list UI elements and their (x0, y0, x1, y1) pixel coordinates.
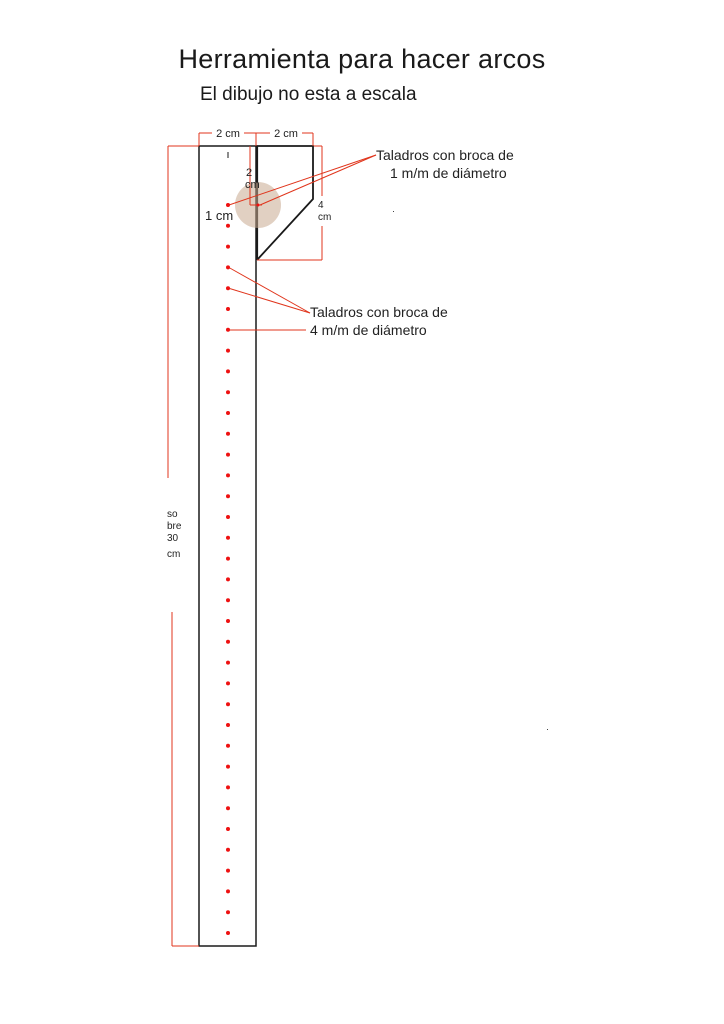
drill-hole (226, 640, 230, 644)
drill-hole (226, 661, 230, 665)
dim-label-length-1: so (167, 509, 178, 520)
drill-hole (226, 577, 230, 581)
drill-hole (226, 369, 230, 373)
dim-label-top-left: 2 cm (216, 128, 240, 140)
diagram-subtitle: El dibujo no esta a escala (200, 84, 417, 105)
drill-hole (226, 265, 230, 269)
drill-hole (226, 349, 230, 353)
stray-dot (393, 211, 394, 212)
pivot-hole (257, 204, 260, 207)
stray-dot (547, 729, 548, 730)
drill-hole (226, 806, 230, 810)
drill-hole (226, 286, 230, 290)
dim-label-hole-side: 1 cm (205, 208, 234, 223)
drill-hole (226, 869, 230, 873)
leader-large-hole-a (228, 267, 310, 313)
leader-small-hole-b (260, 155, 376, 205)
drill-hole (226, 889, 230, 893)
dim-label-notch-1: 4 (318, 200, 324, 211)
drill-hole (226, 390, 230, 394)
drill-hole (226, 536, 230, 540)
drill-hole (226, 432, 230, 436)
drill-hole (226, 245, 230, 249)
callout-large-holes-2: 4 m/m de diámetro (310, 322, 427, 338)
dim-label-hole-offset-1: 2 (246, 167, 253, 179)
drill-hole (226, 557, 230, 561)
drill-hole (226, 224, 230, 228)
callout-small-hole-1: Taladros con broca de (376, 147, 514, 163)
callout-small-hole-2: 1 m/m de diámetro (390, 165, 507, 181)
drill-hole (226, 411, 230, 415)
drill-hole (226, 910, 230, 914)
drill-hole (226, 827, 230, 831)
dim-label-length-4: cm (167, 549, 181, 560)
dim-label-hole-offset-2: cm (245, 179, 260, 191)
drill-hole (226, 328, 230, 332)
drill-hole (226, 515, 230, 519)
drill-hole (226, 598, 230, 602)
drill-hole (226, 848, 230, 852)
dim-label-notch-2: cm (318, 212, 332, 223)
drill-hole (226, 931, 230, 935)
callout-large-holes-1: Taladros con broca de (310, 304, 448, 320)
diagram-title: Herramienta para hacer arcos (178, 44, 546, 74)
leader-large-hole-b (228, 288, 310, 313)
drill-hole (226, 702, 230, 706)
drill-hole (226, 723, 230, 727)
drill-hole (226, 473, 230, 477)
drill-hole (226, 203, 230, 207)
dim-label-length-2: bre (167, 521, 182, 532)
drill-hole (226, 494, 230, 498)
drill-hole (226, 681, 230, 685)
drill-holes-group (226, 203, 260, 935)
dim-label-top-right: 2 cm (274, 128, 298, 140)
drill-hole (226, 307, 230, 311)
drill-hole (226, 453, 230, 457)
dim-label-length-3: 30 (167, 533, 179, 544)
drill-hole (226, 619, 230, 623)
drill-hole (226, 765, 230, 769)
drill-hole (226, 785, 230, 789)
drill-hole (226, 744, 230, 748)
